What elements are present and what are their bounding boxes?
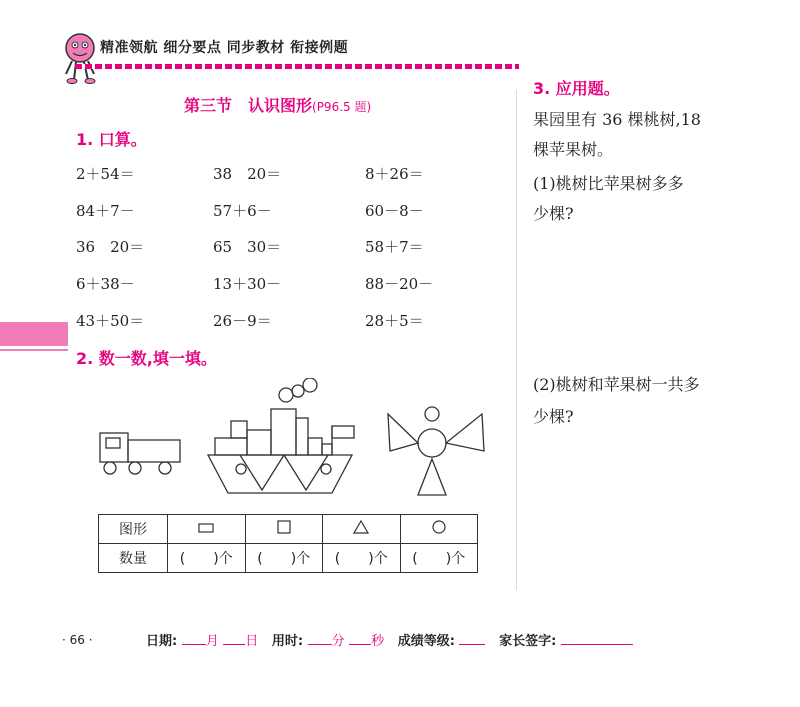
ship-smoke-circle [303, 378, 317, 392]
q3-line: 棵苹果树。 [533, 140, 614, 159]
minute-blank[interactable] [308, 632, 332, 645]
second-blank[interactable] [349, 632, 371, 645]
ship-smoke-circle [279, 388, 293, 402]
angel-body-circle [418, 429, 446, 457]
time-label: 用时: [271, 634, 304, 649]
angel-head-circle [425, 407, 439, 421]
count-table [98, 514, 478, 573]
q3-sub1: 少棵? [533, 204, 574, 223]
header-stripe [75, 64, 519, 69]
calc-item: 6＋38－ [76, 275, 135, 293]
month-blank[interactable] [182, 632, 206, 645]
calc-item: 28＋5＝ [365, 312, 424, 330]
truck-wheel-circle [129, 462, 141, 474]
count-blank[interactable]: ( )个 [323, 544, 401, 573]
pink-ball-mascot-icon [58, 30, 102, 84]
table-cell [245, 515, 323, 544]
calc-item: 8＋26＝ [365, 165, 424, 183]
table-cell [400, 515, 478, 544]
ship-tower-rectangle [271, 409, 296, 455]
shape-figures [90, 378, 500, 503]
column-divider [516, 90, 517, 590]
parent-signature-label: 家长签字: [499, 634, 557, 649]
table-cell [168, 515, 246, 544]
ship-cabin-square [308, 438, 322, 455]
q1-heading: 1. 口算。 [76, 130, 147, 149]
date-label: 日期: [146, 634, 178, 649]
truck-window-rectangle [106, 438, 120, 448]
table-cell [323, 515, 401, 544]
q3-line: 果园里有 36 棵桃树,18 [533, 110, 701, 129]
angel-wing-triangle [446, 414, 484, 451]
circle-icon [432, 520, 446, 534]
calc-item: 84＋7－ [76, 202, 135, 220]
calc-item: 38 20＝ [213, 165, 282, 183]
q3-sub2-block [533, 370, 700, 432]
truck-figure [100, 433, 180, 474]
calc-item: 26－9＝ [213, 312, 272, 330]
table-row [99, 544, 478, 573]
truck-wheel-circle [159, 462, 171, 474]
ship-porthole-circle [321, 464, 331, 474]
ship-cabin-square [247, 430, 271, 455]
truck-wheel-circle [104, 462, 116, 474]
q3-sub1: (1)桃树比苹果树多多 [533, 174, 684, 193]
calc-item: 57＋6－ [213, 202, 272, 220]
parent-signature-blank[interactable] [561, 632, 633, 645]
page-number: · 66 · [62, 633, 93, 647]
calc-item: 36 20＝ [76, 238, 145, 256]
ship-cabin-square [322, 444, 332, 455]
calc-item: 13＋30－ [213, 275, 282, 293]
square-icon [277, 520, 291, 534]
angel-wing-triangle [388, 414, 418, 451]
q3-heading: 3. 应用题。 [533, 79, 620, 98]
calc-item: 43＋50＝ [76, 312, 145, 330]
count-blank[interactable]: ( )个 [168, 544, 246, 573]
row-label: 图形 [99, 515, 168, 544]
calc-item: 2＋54＝ [76, 165, 135, 183]
section-ref: (P96.5 题) [312, 100, 372, 114]
side-tab [0, 322, 68, 346]
calc-item: 60－8－ [365, 202, 424, 220]
count-blank[interactable]: ( )个 [245, 544, 323, 573]
q3-sub2: (2)桃树和苹果树一共多 [533, 375, 700, 394]
ship-smoke-circle [292, 385, 304, 397]
section-title-text: 第三节 认识图形 [184, 96, 313, 115]
ship-flag-rectangle [332, 426, 354, 438]
ship-cabin-rectangle [215, 438, 247, 455]
ship-hull-triangles [240, 455, 328, 490]
ship-porthole-circle [236, 464, 246, 474]
day-label: 日 [245, 634, 259, 649]
minute-label: 分 [331, 634, 345, 649]
ship-cabin-square [231, 421, 247, 438]
count-blank[interactable]: ( )个 [400, 544, 478, 573]
table-row [99, 515, 478, 544]
footer-fields [146, 630, 633, 649]
second-label: 秒 [371, 634, 385, 649]
day-blank[interactable] [223, 632, 245, 645]
q3-sub2: 少棵? [533, 407, 574, 426]
truck-cargo-rectangle [128, 440, 180, 462]
q2-heading: 2. 数一数,填一填。 [76, 349, 217, 368]
triangle-icon [353, 520, 369, 534]
ship-figure [208, 378, 354, 493]
calc-item: 88－20－ [365, 275, 434, 293]
grade-blank[interactable] [459, 632, 485, 645]
header-title: 精准领航 细分要点 同步教材 衔接例题 [100, 40, 349, 56]
month-label: 月 [205, 634, 219, 649]
section-title [184, 93, 371, 116]
angel-robe-triangle [418, 459, 446, 495]
grade-label: 成绩等级: [397, 634, 455, 649]
side-tab-line [0, 349, 68, 351]
ship-tower-rectangle [296, 418, 308, 455]
calc-item: 65 30＝ [213, 238, 282, 256]
row-label: 数量 [99, 544, 168, 573]
q3-problem [533, 105, 701, 229]
calc-item: 58＋7＝ [365, 238, 424, 256]
rectangle-icon [198, 523, 214, 533]
angel-figure [388, 407, 484, 495]
